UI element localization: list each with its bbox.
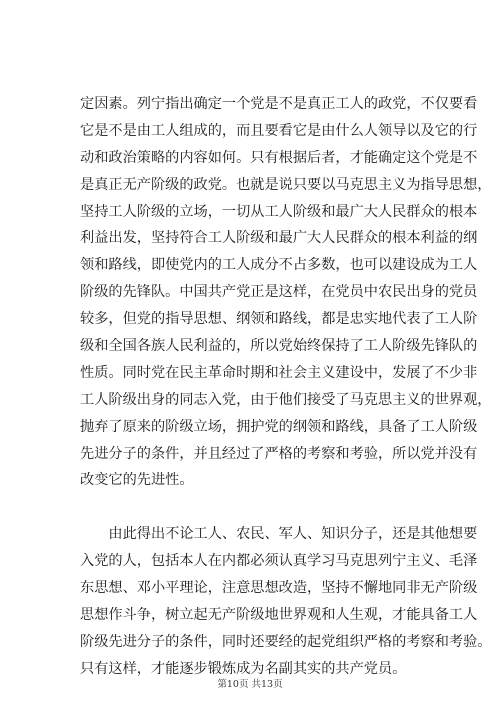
paragraph-2 bbox=[80, 521, 492, 682]
text-line: 由此得出不论工人、农民、军人、知识分子，还是其他想要 bbox=[80, 526, 478, 543]
text-line: 坚持工人阶级的立场，一切从工人阶级和最广大人民群众的根本 bbox=[80, 203, 478, 220]
paragraph-1 bbox=[80, 91, 492, 494]
text-line: 利益出发，坚持符合工人阶级和最广大人民群众的根本利益的纲 bbox=[80, 230, 478, 247]
paragraph-gap bbox=[80, 494, 420, 521]
text-line: 改变它的先进性。 bbox=[80, 472, 194, 489]
text-line: 工人阶级出身的同志入党，由于他们接受了马克思主义的世界观， bbox=[80, 391, 492, 408]
text-line: 级和全国各族人民利益的，所以党始终保持了工人阶级先锋队的 bbox=[80, 338, 478, 355]
text-line: 入党的人，包括本人在内都必须认真学习马克思列宁主义、毛泽 bbox=[80, 553, 478, 570]
text-line: 先进分子的条件，并且经过了严格的考察和考验，所以党并没有 bbox=[80, 445, 478, 462]
text-line: 阶级先进分子的条件，同时还要经的起党组织严格的考察和考验。 bbox=[80, 633, 492, 650]
text-line: 领和路线，即使党内的工人成分不占多数，也可以建设成为工人 bbox=[80, 257, 478, 274]
text-line: 性质。同时党在民主革命时期和社会主义建设中，发展了不少非 bbox=[80, 364, 478, 381]
text-line: 是真正无产阶级的政党。也就是说只要以马克思主义为指导思想， bbox=[80, 176, 492, 193]
text-line: 阶级的先锋队。中国共产党正是这样，在党员中农民出身的党员 bbox=[80, 284, 478, 301]
page-number-label: 第10页 共13页 bbox=[217, 679, 283, 690]
text-line: 东思想、邓小平理论，注意思想改造，坚持不懈地同非无产阶级 bbox=[80, 580, 478, 597]
text-line: 思想作斗争，树立起无产阶级地世界观和人生观，才能具备工人 bbox=[80, 607, 478, 624]
text-line: 定因素。列宁指出确定一个党是不是真正工人的政党，不仅要看 bbox=[80, 96, 478, 112]
body-text bbox=[80, 91, 492, 683]
text-line: 只有这样，才能逐步锻炼成为名副其实的共产党员。 bbox=[80, 660, 407, 677]
text-line: 它是不是由工人组成的，而且要看它是由什么人领导以及它的行 bbox=[80, 122, 478, 139]
text-line: 较多，但党的指导思想、纲领和路线，都是忠实地代表了工人阶 bbox=[80, 311, 478, 328]
page-footer bbox=[0, 679, 500, 691]
text-line: 动和政治策略的内容如何。只有根据后者，才能确定这个党是不 bbox=[80, 149, 478, 166]
text-line: 抛弃了原来的阶级立场，拥护党的纲领和路线，具备了工人阶级 bbox=[80, 418, 478, 435]
